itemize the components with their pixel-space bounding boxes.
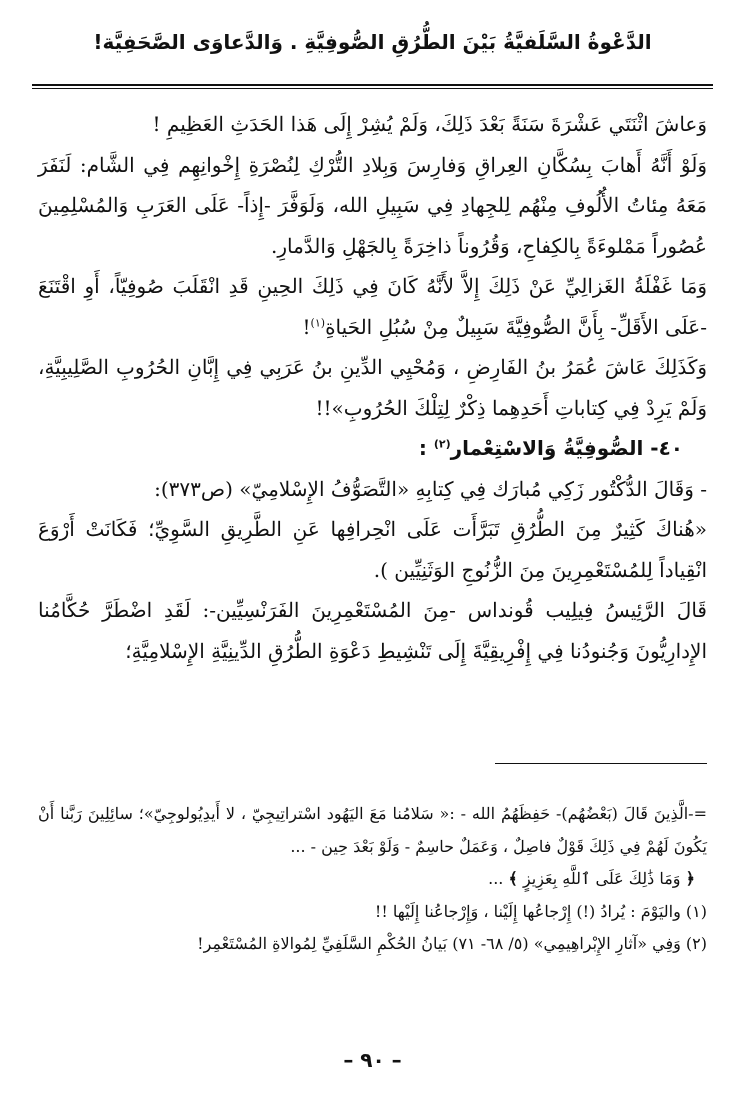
footnote-1: (١) واليَوْمَ : يُرادُ (!) إِرْجاعُها إِلَيْنا ، وَإِرْجاعُنا إِلَيْها !!	[374, 901, 707, 921]
paragraph-3-text: وَمَا غَفْلَةُ الغَزالِيِّ عَنْ ذَلِكَ إِلاَّ لأَنَّهُ كَانَ فِي ذَلِكَ الحِينِ قَدِ انْقَلَبَ صُوفِيّاً، أَوِ اقْتَنَعَ -عَلَى الأَقَلِّ- بِأَنَّ الصُّوفِيَّةَ سَبِيلٌ مِنْ سُبُلِ الحَياةِ	[38, 274, 707, 339]
section-heading-colon: :	[418, 436, 427, 460]
header-rule-thick	[32, 84, 713, 86]
header-double-rule	[32, 84, 713, 89]
quran-verse-tail: ...	[488, 869, 504, 888]
section-heading	[38, 428, 707, 469]
footnote-separator	[495, 763, 707, 764]
paragraph-7: قَالَ الرَّئِيسُ فِيلِيب قُونداس -مِنَ المُسْتَعْمِرِينَ الفَرَنْسِيِّين-: لَقَدِ اضْطَرَّ حُكَّامُنا الإِدارِيُّونَ وَجُنودُنا فِي إِفْرِيقِيَّةَ إِلَى تَنْشِيطِ دَعْوَةِ الطُّرُقِ الدِّينِيَّةِ الإِسْلامِيَّةِ؛	[38, 598, 707, 663]
quran-bracket-open: ﴿	[685, 869, 695, 888]
main-text	[38, 104, 707, 671]
quran-verse-text: وَمَا ذَٰلِكَ عَلَى ٱللَّهِ بِعَزِيزٍ	[522, 869, 681, 888]
header-rule-thin	[32, 88, 713, 89]
paragraph-3	[38, 266, 707, 347]
page-number: – ٩٠ –	[343, 1048, 402, 1072]
footnote-ref-1[interactable]: (١)	[310, 315, 326, 329]
quran-verse-line	[38, 863, 707, 896]
footnote-2: (٢) وَفِي «آثارِ الإِبْراهِيمِي» (٥/ ٦٨- ٧١) بَيانُ الحُكْمِ السَّلَفِيِّ لِمُوالاةِ المُسْتَعْمِر!	[197, 934, 707, 953]
quran-bracket-close: ﴾	[508, 869, 518, 888]
paragraph-6: «هُناكَ كَثِيرٌ مِنَ الطُّرُقِ تَبَرَّأَت عَلَى انْحِرافِها عَنِ الطَّرِيقِ السَّوِيِّ؛ فَكَانَتْ أَرْوَعَ انْقِياداً لِلمُسْتَعْمِرِينَ مِنَ الزُّنُوجِ الوَثَنِيِّين ).	[38, 517, 707, 582]
footnote-ref-2[interactable]: (٢)	[433, 437, 451, 451]
footnote-continuation: =-الَّذِينَ قَالَ (بَعْضُهُم)- حَفِظَهُمُ الله - :« سَلامُنا مَعَ اليَهُود اسْتراتِيجِيّ ، لا أَيدِيُولوجِيّ»؛ سائِلِينَ رَبَّنا أَنْ يَكُونَ لَهُمْ فِي ذَلِكَ قَوْلٌ فاصِلٌ ، وَعَمَلٌ حاسِمٌ - وَلَوْ بَعْدَ حِين - ...	[38, 804, 707, 856]
paragraph-3-end: !	[302, 314, 311, 339]
section-heading-text: ٤٠- الصُّوفِيَّةُ وَالاسْتِعْمار	[450, 436, 683, 460]
footnotes	[38, 798, 707, 961]
paragraph-1: وَعاشَ اثْنَتَي عَشْرَةَ سَنَةً بَعْدَ ذَلِكَ، وَلَمْ يُشِرْ إِلَى هَذا الحَدَثِ العَظِيمِ !	[152, 112, 707, 136]
paragraph-4: وَكَذَلِكَ عَاشَ عُمَرُ بنُ الفَارِضِ ، وَمُحْيِي الدِّينِ بنُ عَرَبِي فِي إِبَّانِ الحُرُوبِ الصَّلِيبِيَّةِ، وَلَمْ يَرِدْ فِي كِتاباتِ أَحَدِهِما ذِكْرٌ لِتِلْكَ الحُرُوبِ»!!	[38, 355, 707, 420]
paragraph-5: - وَقَالَ الدُّكْتُور زَكِي مُبارَك فِي كِتابِهِ «التَّصَوُّفُ الإِسْلامِيّ» (ص٣٧٣):	[154, 476, 707, 501]
paragraph-2: وَلَوْ أَنَّهُ أَهابَ بِسُكَّانِ العِراقِ وَفارِسَ وَبِلادِ التُّرْكِ لِنُصْرَةِ إِخْوانِهِم فِي الشَّام: لَنَفَرَ مَعَهُ مِئاتُ الأُلُوفِ مِنْهُم لِلجِهادِ فِي سَبِيلِ الله، وَلَوَفَّرَ -إِذاً- عَلَى العَرَبِ وَالمُسْلِمِينَ عُصُوراً مَمْلوءَةً بِالكِفاحِ، وَقُرُوناً ذاخِرَةً بِالجَهْلِ وَالدَّمارِ.	[38, 152, 707, 258]
running-header-title: الدَّعْوةُ السَّلَفيَّةُ بَيْنَ الطُّرُقِ الصُّوفِيَّةِ . وَالدَّعاوَى الصَّحَفِيَّة!	[93, 30, 652, 54]
